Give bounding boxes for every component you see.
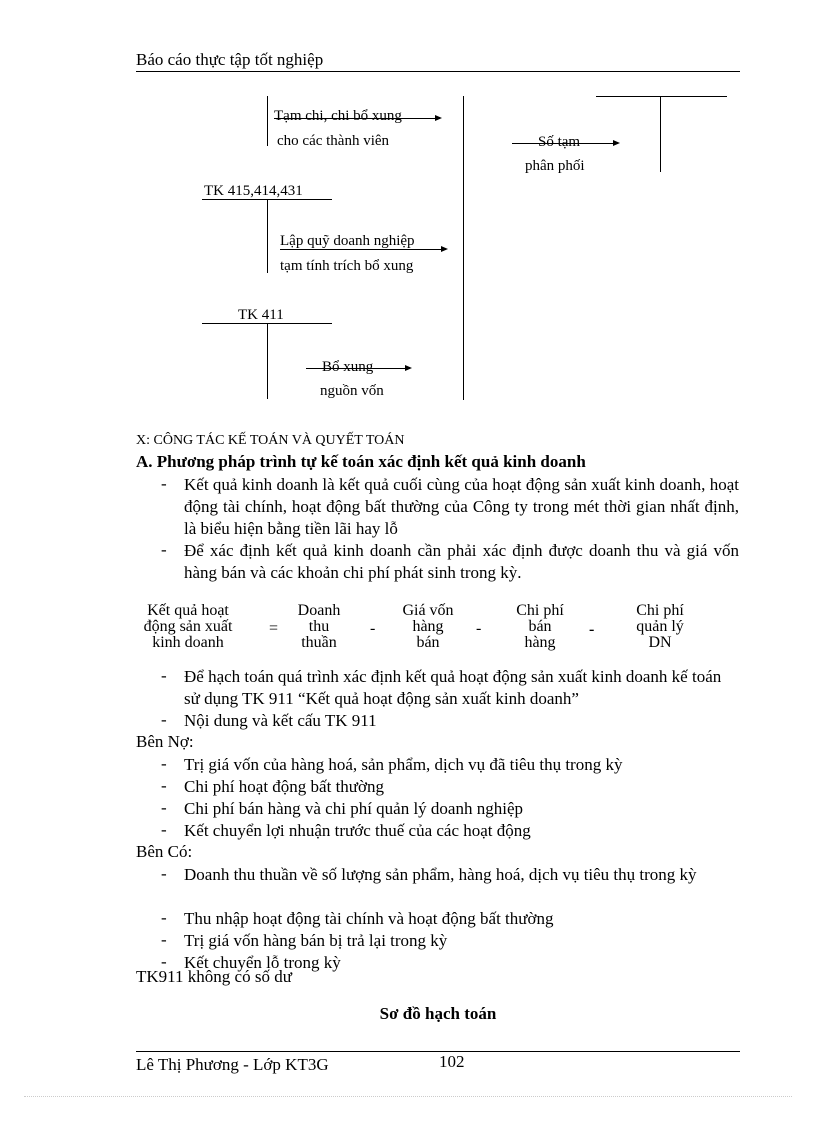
formula-line: bán [528, 618, 552, 635]
debit-item: Chi phí hoạt động bất thường [184, 777, 384, 796]
bullet-marker: - [161, 820, 167, 839]
bullet-marker: - [161, 710, 167, 729]
formula-line: Doanh [297, 602, 341, 619]
debit-item: Chi phí bán hàng và chi phí quản lý doanh nghiệp [184, 799, 523, 818]
credit-item: Thu nhập hoạt động tài chính và hoạt động bất thường [184, 909, 554, 928]
equals-sign: = [269, 620, 279, 637]
formula-line: động sản xuất [143, 618, 233, 635]
page-number: 102 [439, 1052, 465, 1071]
formula-line: thuần [301, 634, 337, 651]
credit-label: Bên Có: [136, 842, 193, 861]
entry-label: tạm tính trích bổ xung [280, 258, 414, 274]
formula-line: thu [308, 618, 330, 635]
entry-label: nguồn vốn [320, 383, 384, 399]
debit-item: Kết chuyển lợi nhuận trước thuế của các hoạt động [184, 821, 531, 840]
formula-line: DN [648, 634, 672, 651]
formula-line: kinh doanh [152, 634, 224, 651]
bullet-text: Nội dung và kết cấu TK 911 [184, 711, 377, 730]
section-heading: X: CÔNG TÁC KẾ TOÁN VÀ QUYẾT TOÁN [136, 433, 405, 448]
header-rule [136, 71, 740, 72]
bullet-text: Kết quả kinh doanh là kết quả cuối cùng của hoạt động sản xuất kinh doanh, hoạt động tài chính, hoạt động bất thường của Công ty trong mét thời gian nhất định, là biểu hiện bằng tiền lãi hay lỗ [184, 475, 739, 538]
formula-term-selling-expense [502, 603, 578, 651]
minus-sign: - [589, 621, 595, 638]
formula-line: Chi phí [636, 602, 684, 619]
credit-item: Kết chuyển lỗ trong kỳ [184, 953, 341, 972]
account-t-line [267, 323, 268, 399]
account-label: TK 411 [238, 307, 284, 323]
bullet-text: Để xác định kết quả kinh doanh cần phải xác định được doanh thu và giá vốn hàng bán và các khoản chi phí phát sinh trong kỳ. [184, 541, 739, 582]
account-t-line [267, 199, 268, 273]
formula-line: Kết quả hoạt [147, 602, 229, 619]
formula-term-admin-expense [622, 603, 698, 651]
footer-author: Lê Thị Phương - Lớp KT3G [136, 1055, 329, 1074]
formula-term-cogs [390, 603, 466, 651]
entry-label: Lập quỹ doanh nghiệp [280, 233, 415, 249]
credit-item: Doanh thu thuần về số lượng sản phẩm, hàng hoá, dịch vụ tiêu thụ trong kỳ [184, 865, 697, 884]
minus-sign: - [370, 620, 376, 637]
diagram-title: Sơ đồ hạch toán [379, 1004, 497, 1023]
minus-sign: - [476, 620, 482, 637]
formula-line: Giá vốn [402, 602, 454, 619]
closing-note: TK911 không có số dư [136, 967, 292, 986]
bullet-text: Để hạch toán quá trình xác định kết quả hoạt động sản xuất kinh doanh kế toán sử dụng TK 911 “Kết quả hoạt động sản xuất kinh doanh” [184, 667, 722, 708]
bullet-marker: - [161, 776, 167, 795]
formula-line: bán [416, 634, 440, 651]
bullet-marker: - [161, 908, 167, 927]
page-header-title: Báo cáo thực tập tốt nghiệp [136, 50, 324, 69]
formula-line: Chi phí [516, 602, 564, 619]
page-edge-dots [24, 1096, 792, 1097]
entry-label: Tạm chi, chi bổ xung [274, 108, 402, 124]
account-t-line [267, 96, 268, 146]
arrow-icon [512, 143, 618, 144]
bullet-marker: - [161, 474, 167, 493]
entry-label: cho các thành viên [277, 133, 390, 149]
debit-label: Bên Nợ: [136, 732, 194, 751]
section-subheading: A. Phương pháp trình tự kế toán xác định kết quả kinh doanh [136, 452, 586, 471]
bullet-marker: - [161, 540, 167, 559]
formula-line: hàng [524, 634, 556, 651]
formula-line: quản lý [636, 618, 684, 635]
formula-line: hàng [412, 618, 444, 635]
formula-term-result [140, 603, 236, 651]
bullet-marker: - [161, 952, 167, 971]
bullet-marker: - [161, 798, 167, 817]
account-t-line [596, 96, 727, 97]
arrow-icon [280, 249, 446, 250]
account-t-line [463, 96, 464, 400]
debit-item: Trị giá vốn của hàng hoá, sản phẩm, dịch vụ đã tiêu thụ trong kỳ [184, 755, 623, 774]
account-label: TK 415,414,431 [204, 183, 303, 199]
credit-item: Trị giá vốn hàng bán bị trả lại trong kỳ [184, 931, 448, 950]
entry-label: Bổ xung [322, 359, 374, 375]
arrow-icon [306, 368, 410, 369]
bullet-marker: - [161, 864, 167, 883]
footer-rule [136, 1051, 740, 1052]
entry-label: phân phối [525, 158, 585, 174]
bullet-marker: - [161, 754, 167, 773]
arrow-icon [274, 118, 440, 119]
account-t-line [660, 96, 661, 172]
bullet-marker: - [161, 930, 167, 949]
formula-term-revenue [284, 603, 354, 651]
entry-label: Số tạm [538, 134, 581, 150]
bullet-marker: - [161, 666, 167, 685]
